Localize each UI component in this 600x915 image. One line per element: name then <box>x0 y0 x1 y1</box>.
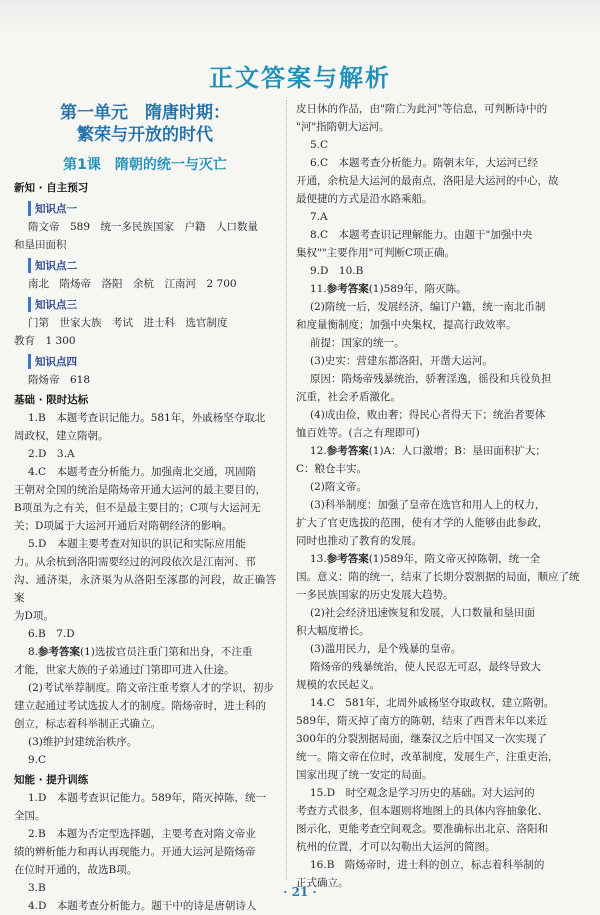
answer-line: 最便捷的方式是沿水路乘船。 <box>296 193 433 205</box>
answer-line: 王朝对全国的统治是隋炀帝开通大运河的最主要目的， <box>14 484 266 496</box>
answer-line: 16.B 隋炀帝时，进士科的创立，标志着科举制的 <box>310 859 545 871</box>
answer-line: "河"指隋朝大运河。 <box>296 121 390 133</box>
answer-line: 国家出现了统一安定的局面。 <box>296 769 433 781</box>
section-heading-basic: 基础 · 限时达标 <box>14 394 89 406</box>
answer-line: 关；D项属于大运河开通后对隋朝经济的影响。 <box>14 520 233 532</box>
answer-line: (2)考试举荐制度。隋文帝注重考察人才的学识，初步 <box>28 682 274 694</box>
answer-line: 建立起通过考试选拔人才的制度。隋炀帝时，进士科的 <box>14 700 266 712</box>
left-column <box>14 100 276 915</box>
unit-title <box>14 102 276 146</box>
answer-line: 在位时开通的，故选B项。 <box>14 864 138 876</box>
answer-line: 9.C <box>28 754 47 766</box>
answer-line: (3)滥用民力，是个残暴的皇帝。 <box>310 643 462 655</box>
right-column <box>296 100 586 892</box>
answer-line: 3.B <box>28 882 46 894</box>
answer-line: 1.D 本题考查识记能力。589年，隋灭掉陈，统一 <box>28 792 266 804</box>
answer-line: 正式确立。 <box>296 877 349 889</box>
knowledge-point-4: 知识点四 <box>28 354 77 369</box>
kp4-text: 隋炀帝 618 <box>28 374 91 386</box>
section-heading-advanced: 知能 · 提升训练 <box>14 774 89 786</box>
knowledge-point-1: 知识点一 <box>28 201 77 216</box>
answer-line: 2.D 3.A <box>28 448 75 460</box>
answer-line: (3)史实：营建东都洛阳，开凿大运河。 <box>310 355 493 367</box>
answer-line: 6.C 本题考查分析能力。隋朝末年，大运河已经 <box>310 157 539 169</box>
answer-line: 5.D 本题主要考查对知识的识记和实际应用能 <box>28 538 246 550</box>
answer-line: 15.D 时空观念是学习历史的基础。对大运河的 <box>310 787 535 799</box>
answer-number: 12. <box>310 445 327 457</box>
kp2-text: 南北 隋炀帝 洛阳 余杭 江南河 2 700 <box>28 278 237 290</box>
answer-text: (1)589年，隋灭陈。 <box>368 283 467 295</box>
answer-line: 杭州的位置，才可以勾勒出大运河的简图。 <box>296 841 496 853</box>
reference-answer-label: 参考答案 <box>326 553 369 565</box>
answer-line: 和度量衡制度；加强中央集权，提高行政效率。 <box>296 319 517 331</box>
answer-line: (3)维护封建统治秩序。 <box>28 736 138 748</box>
page-number: · 21 · <box>283 885 317 899</box>
page-title: 正文答案与解析 <box>209 64 391 92</box>
answer-line: 6.B 7.D <box>28 628 75 640</box>
answer-line: 前提：国家的统一。 <box>310 337 405 349</box>
answer-line: 2.B 本题为否定型选择题，主要考查对隋文帝业 <box>28 828 256 840</box>
section-heading-preview: 新知 · 自主预习 <box>14 182 89 194</box>
knowledge-point-2: 知识点二 <box>28 258 77 273</box>
answer-line: 统一。隋文帝在位时，改革制度，发展生产，注重吏治， <box>296 751 559 763</box>
answer-line: 积大幅度增长。 <box>296 625 370 637</box>
answer-number: 11. <box>310 283 327 295</box>
reference-answer-label: 参考答案 <box>326 283 369 295</box>
answer-line: 4.D 本题考查分析能力。题干中的诗是唐朝诗人 <box>28 900 257 912</box>
answer-line: 一多民族国家的历史发展大趋势。 <box>296 589 454 601</box>
answer-line: 14.C 581年，北周外戚杨坚夺取政权，建立隋朝。 <box>310 697 555 709</box>
answer-line: (2)社会经济迅速恢复和发展，人口数量和垦田面 <box>310 607 535 619</box>
answer-number: 13. <box>310 553 327 565</box>
kp3-text-cont: 教育 1 300 <box>14 335 76 347</box>
answer-line: 原因：隋炀帝残暴统治，骄奢淫逸，徭役和兵役负担 <box>310 373 552 385</box>
answer-line <box>14 643 276 661</box>
answer-line: (3)科举制度：加强了皇帝在选官和用人上的权力， <box>310 499 546 511</box>
answer-line: 力。从余杭到洛阳需要经过的河段依次是江南河、邗 <box>14 556 256 568</box>
answer-line <box>296 280 586 298</box>
answer-line: (2)隋统一后，发展经济，编订户籍，统一南北币制 <box>310 301 546 313</box>
answer-line: 4.C 本题考查分析能力。加强南北交通，巩固隋 <box>28 466 257 478</box>
answer-line: 扩大了官吏选拔的范围，使有才学的人能够由此参政， <box>296 517 548 529</box>
answer-line: 9.D 10.B <box>310 265 364 277</box>
answer-line: 考查方式很多，但本题则将地图上的具体内容抽象化、 <box>296 805 548 817</box>
answer-line: 图示化，更能考查空间观念。要准确标出北京、洛阳和 <box>296 823 548 835</box>
answer-text: (1)选拔官员注重门第和出身，不注重 <box>80 646 253 658</box>
answer-line: 589年，隋灭掉了南方的陈朝，结束了西晋末年以来近 <box>296 715 548 727</box>
answer-line: 1.B 本题考查识记能力。581年，外戚杨坚夺取北 <box>28 412 266 424</box>
answer-line: 沉重，社会矛盾激化。 <box>296 391 401 403</box>
answer-line: 5.C <box>310 139 329 151</box>
page-header-band <box>0 0 600 38</box>
column-divider <box>286 100 287 880</box>
unit-title-line1: 第一单元 隋唐时期： <box>60 103 230 123</box>
answer-line: 为D项。 <box>14 610 54 622</box>
answer-line: 才能，世家大族的子弟通过门第即可进入仕途。 <box>14 664 235 676</box>
answer-line: 规模的农民起义。 <box>296 679 380 691</box>
knowledge-point-3: 知识点三 <box>28 297 77 312</box>
answer-line: 同时也推动了教育的发展。 <box>296 535 422 547</box>
answer-text: (1)589年，隋文帝灭掉陈朝，统一全 <box>368 553 541 565</box>
answer-line: 开通，余杭是大运河的最南点，洛阳是大运河的中心，故 <box>296 175 559 187</box>
kp1-text-cont: 和垦田面积 <box>14 239 67 251</box>
answer-line: 300年的分裂割据局面，继秦汉之后中国又一次实现了 <box>296 733 548 745</box>
reference-answer-label: 参考答案 <box>38 646 81 658</box>
answer-number: 8. <box>28 646 39 658</box>
answer-text: (1)A：人口激增；B：垦田面积扩大； <box>368 445 546 457</box>
unit-title-line2: 繁荣与开放的时代 <box>77 125 213 145</box>
answer-line: (2)隋文帝。 <box>310 481 367 493</box>
answer-line <box>296 550 586 568</box>
answer-line: 7.A <box>310 211 328 223</box>
answer-line: 创立，标志着科举制正式确立。 <box>14 718 161 730</box>
reference-answer-label: 参考答案 <box>326 445 369 457</box>
answer-line: 隋炀帝的残暴统治，使人民忍无可忍，最终导致大 <box>310 661 541 673</box>
answer-line: 皮日休的作品，由"隋亡为此河"等信息，可判断诗中的 <box>296 103 548 115</box>
answer-line: 沟、通济渠，永济渠为从洛阳至涿郡的河段，故正确答案 <box>14 574 276 604</box>
answer-line: 恤百姓等。(言之有理即可) <box>296 427 420 439</box>
answer-line: 绩的辨析能力和再认再现能力。开通大运河是隋炀帝 <box>14 846 256 858</box>
lesson-title: 第1课 隋朝的统一与灭亡 <box>63 157 227 173</box>
answer-line: 集权""主要作用"可判断C项正确。 <box>296 247 456 259</box>
answer-line: (4)成由俭，败由奢；得民心者得天下；统治者要体 <box>310 409 546 421</box>
answer-line: 全国。 <box>14 810 46 822</box>
answer-line <box>296 442 586 460</box>
answer-line: B项虽为之有关，但不是最主要目的；C项与大运河无 <box>14 502 261 514</box>
answer-line: 国。意义：隋的统一，结束了长期分裂割据的局面，顺应了统 <box>296 571 580 583</box>
kp3-text: 门第 世家大族 考试 进士科 选官制度 <box>28 317 228 329</box>
answer-line: 周政权，建立隋朝。 <box>14 430 109 442</box>
kp1-text: 隋文帝 589 统一多民族国家 户籍 人口数量 <box>28 221 259 233</box>
answer-line: 8.C 本题考查识记理解能力。由题干"加强中央 <box>310 229 533 241</box>
answer-line: C：粮仓丰实。 <box>296 463 368 475</box>
